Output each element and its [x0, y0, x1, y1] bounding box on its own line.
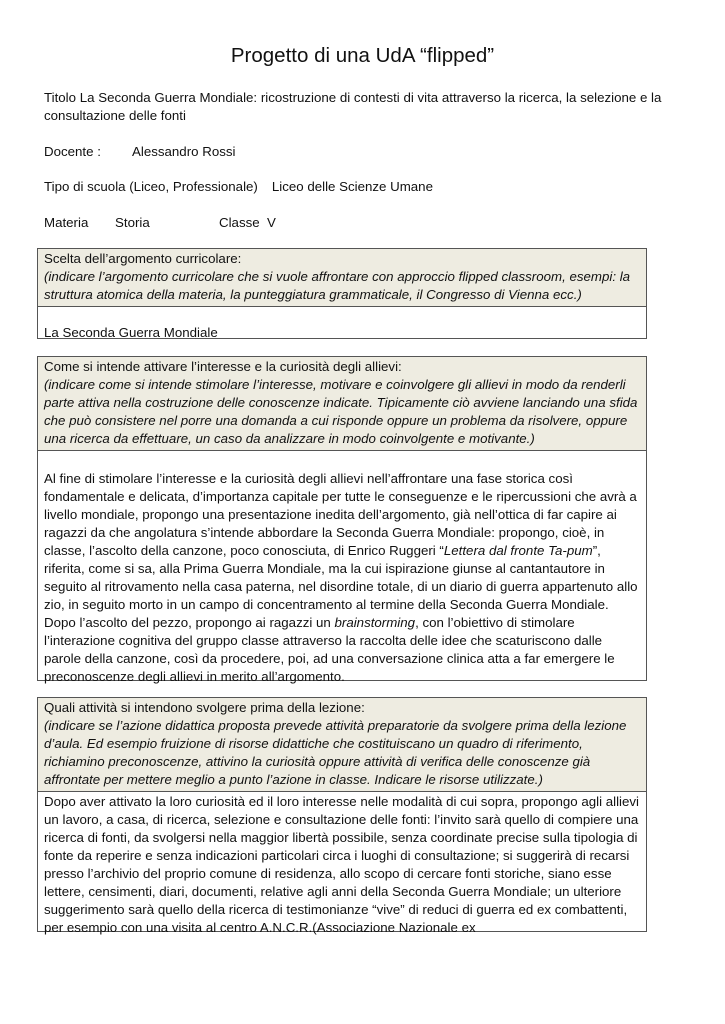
- docente-value: Alessandro Rossi: [132, 144, 236, 159]
- section-argomento: [37, 248, 647, 339]
- section-attivita-prima: [37, 697, 647, 935]
- content-part-3: , con l’obiettivo di stimolare l’interazione cognitiva del gruppo classe attraverso la raccolta delle idee che scaturiscono dalle parole della canzone, così da procedere, poi, ad una conversazione clinica atta a far emergere le preconoscenze degli allievi in merito all’argomento.: [44, 615, 615, 684]
- tipo-scuola-value: Liceo delle Scienze Umane: [271, 179, 433, 194]
- section-attivita-content: Dopo aver attivato la loro curiosità ed il loro interesse nelle modalità di cui sopra, propongo agli allievi un lavoro, a casa, di ricerca, selezione e consultazione delle fonti: l’invito sarà quello di compiere una ricerca di fonti, da svolgersi nella maggior libertà possibile, senza coordinate precise sulla tipologia di fonte da reperire e senza indicazioni particolari circa i luoghi di consultazione; si suggerirà di recarsi presso l’archivio del proprio comune di residenza, allo scopo di cercare fonti storiche, siano esse lettere, censimenti, diari, documenti, relative agli anni della Seconda Guerra Mondiale; un ulteriore suggerimento sarà quello della ricerca di testimonianze “vive” di reduci di guerra ed ex combattenti, per esempio con una visita al centro A.N.C.R.(Associazione Nazionale ex: [44, 794, 639, 935]
- section-interesse-header: [38, 357, 646, 451]
- song-title: Lettera dal fronte Ta-pum: [443, 543, 593, 558]
- classe-value: V: [267, 215, 276, 230]
- materia-value: Storia: [115, 215, 150, 230]
- classe-label: Classe: [219, 215, 260, 230]
- section-attivita-heading: Quali attività si intendono svolgere prima della lezione:: [44, 700, 365, 715]
- section-interesse: [37, 356, 647, 684]
- tipo-scuola-line: [44, 178, 674, 196]
- content-part-2: ”, riferita, come si sa, alla Prima Guerra Mondiale, ma la cui ispirazione giunse al cantantautore in seguito al ritrovamento nella casa paterna, nel disordine totale, di un diario di guerra appartenuto allo zio, in seguito morto in un campo di concentramento al termine della Seconda Guerra Mondiale. Dopo l’ascolto del pezzo, propongo ai ragazzi un: [44, 543, 638, 630]
- section-interesse-content: [38, 451, 646, 688]
- tipo-scuola-label: Tipo di scuola (Liceo, Professionale): [44, 179, 258, 194]
- docente-label: Docente :: [44, 144, 101, 159]
- page-title: Progetto di una UdA “flipped”: [230, 44, 495, 67]
- section-argomento-heading: Scelta dell’argomento curricolare:: [44, 251, 242, 266]
- uda-title-line: Titolo La Seconda Guerra Mondiale: ricostruzione di contesti di vita attraverso la ricerca, la selezione e la consultazione delle fonti: [44, 90, 662, 123]
- section-argomento-instructions: (indicare l’argomento curricolare che si vuole affrontare con approccio flipped classroom, esempi: la struttura atomica della materia, la punteggiatura grammaticale, il Congresso di Vienna ecc.): [44, 269, 631, 302]
- materia-label: Materia: [44, 215, 89, 230]
- docente-line: [44, 143, 674, 161]
- materia-line: [44, 214, 674, 232]
- content-part-1: Al fine di stimolare l’interesse e la curiosità degli allievi nell’affrontare una fase storica così fondamentale e delicata, d’importanza capitale per tutte le conseguenze e le ripercussioni che avrà a livello mondiale, propongo una presentazione inedita dell’argomento, già nell’ottica di far capire ai ragazzi da che angolatura s’intende abbordare la Seconda Guerra Mondiale: propongo, cioè, in classe, l’ascolto della canzone, poco conosciuta, di Enrico Ruggeri “: [44, 471, 637, 558]
- section-argomento-content: La Seconda Guerra Mondiale: [44, 325, 218, 340]
- section-argomento-header: [38, 249, 646, 307]
- section-attivita-instructions: (indicare se l’azione didattica proposta prevede attività preparatorie da svolgere prima della lezione d’aula. Ed esempio fruizione di risorse didattiche che costituiscano un quadro di riferimento, richiamino preconoscenze, attivino la curiosità oppure attività di verifica delle conoscenze già affrontate per mettere meglio a punto l’azione in classe. Indicare le risorse utilizzate.): [44, 718, 627, 787]
- brainstorming-term: brainstorming: [334, 615, 416, 630]
- section-attivita-header: [38, 698, 646, 792]
- section-interesse-heading: Come si intende attivare l’interesse e la curiosità degli allievi:: [44, 359, 402, 374]
- section-interesse-instructions: (indicare come si intende stimolare l’interesse, motivare e coinvolgere gli allievi in modo da renderli parte attiva nella costruzione delle conoscenze indicate. Tipicamente ciò avviene lanciando una sfida che può consistere nel porre una domanda a cui risponde oppure un problema da risolvere, oppure una ricerca da effettuare, un caso da analizzare in modo coinvolgente e motivante.): [44, 377, 638, 446]
